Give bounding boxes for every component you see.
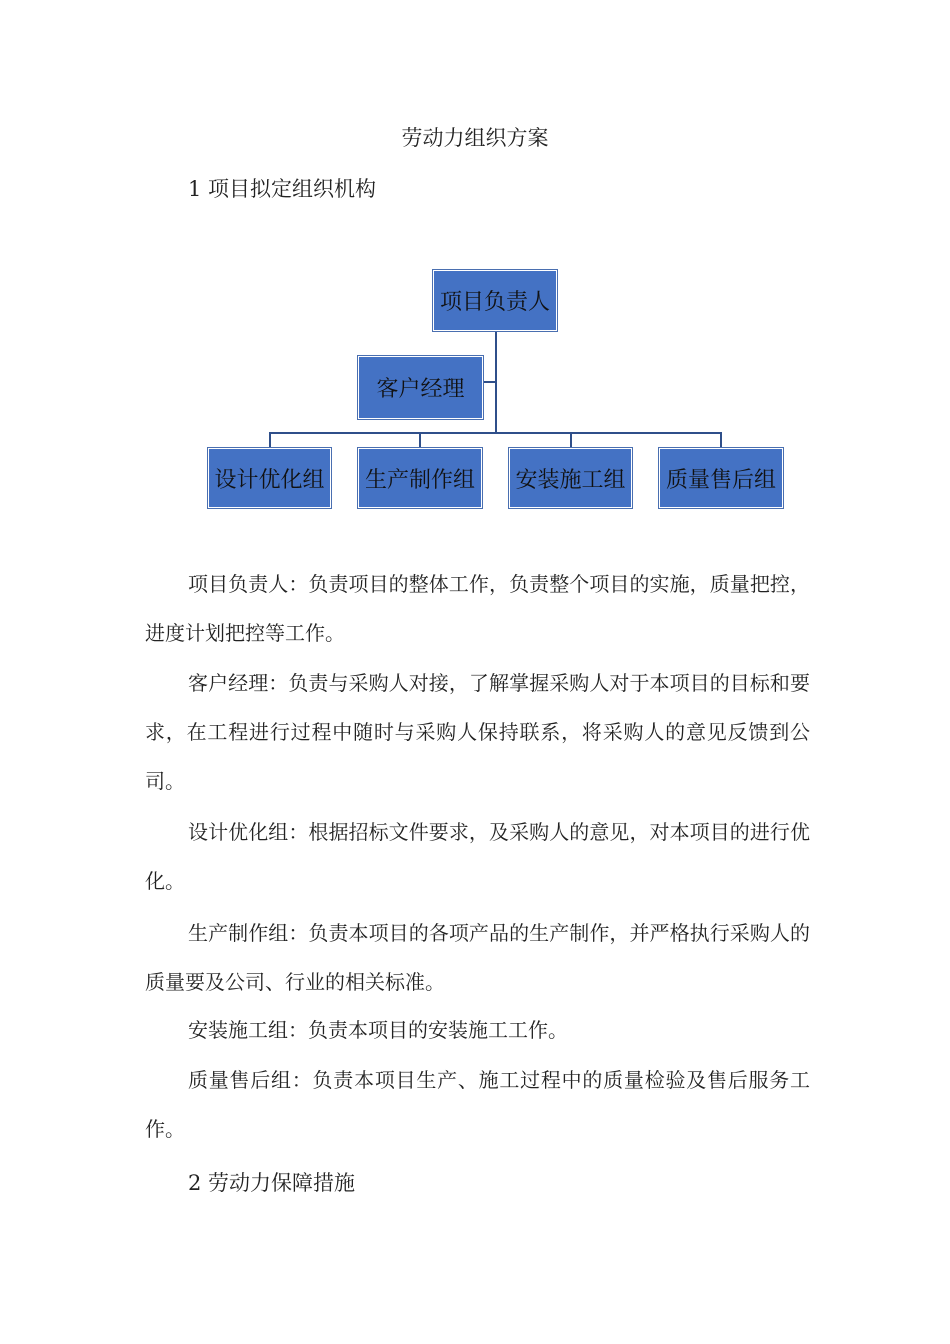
section-heading-2: 2 劳动力保障措施 bbox=[188, 1171, 356, 1195]
connector-assistant bbox=[483, 381, 496, 383]
connector-team-3 bbox=[570, 432, 572, 448]
org-node-root: 项目负责人 bbox=[433, 270, 557, 331]
org-node-team: 质量售后组 bbox=[659, 448, 783, 508]
paragraph-production-team: 生产制作组：负责本项目的各项产品的生产制作，并严格执行采购人的质量要及公司、行业的相关标准。 bbox=[145, 921, 810, 994]
org-chart bbox=[0, 0, 950, 560]
paragraph-quality-team: 质量售后组：负责本项目生产、施工过程中的质量检验及售后服务工作。 bbox=[145, 1068, 810, 1141]
org-node-team: 设计优化组 bbox=[208, 448, 331, 508]
connector-team-4 bbox=[720, 432, 722, 448]
document-title: 劳动力组织方案 bbox=[401, 126, 549, 150]
connector-team-2 bbox=[419, 432, 421, 448]
connector-team-1 bbox=[269, 432, 271, 448]
org-node-team: 生产制作组 bbox=[358, 448, 482, 508]
org-node-team: 安装施工组 bbox=[509, 448, 632, 508]
paragraph-project-lead: 项目负责人：负责项目的整体工作，负责整个项目的实施，质量把控，进度计划把控等工作。 bbox=[145, 572, 810, 645]
org-node-assistant: 客户经理 bbox=[358, 356, 483, 419]
section-heading-1: 1 项目拟定组织机构 bbox=[188, 177, 377, 201]
paragraph-installation-team: 安装施工组：负责本项目的安装施工工作。 bbox=[188, 1018, 568, 1042]
paragraph-design-team: 设计优化组：根据招标文件要求，及采购人的意见，对本项目的进行优化。 bbox=[145, 820, 810, 893]
paragraph-account-manager: 客户经理：负责与采购人对接，了解掌握采购人对于本项目的目标和要求，在工程进行过程中随时与采购人保持联系，将采购人的意见反馈到公司。 bbox=[145, 671, 810, 793]
connector-horizontal-bar bbox=[269, 432, 722, 434]
